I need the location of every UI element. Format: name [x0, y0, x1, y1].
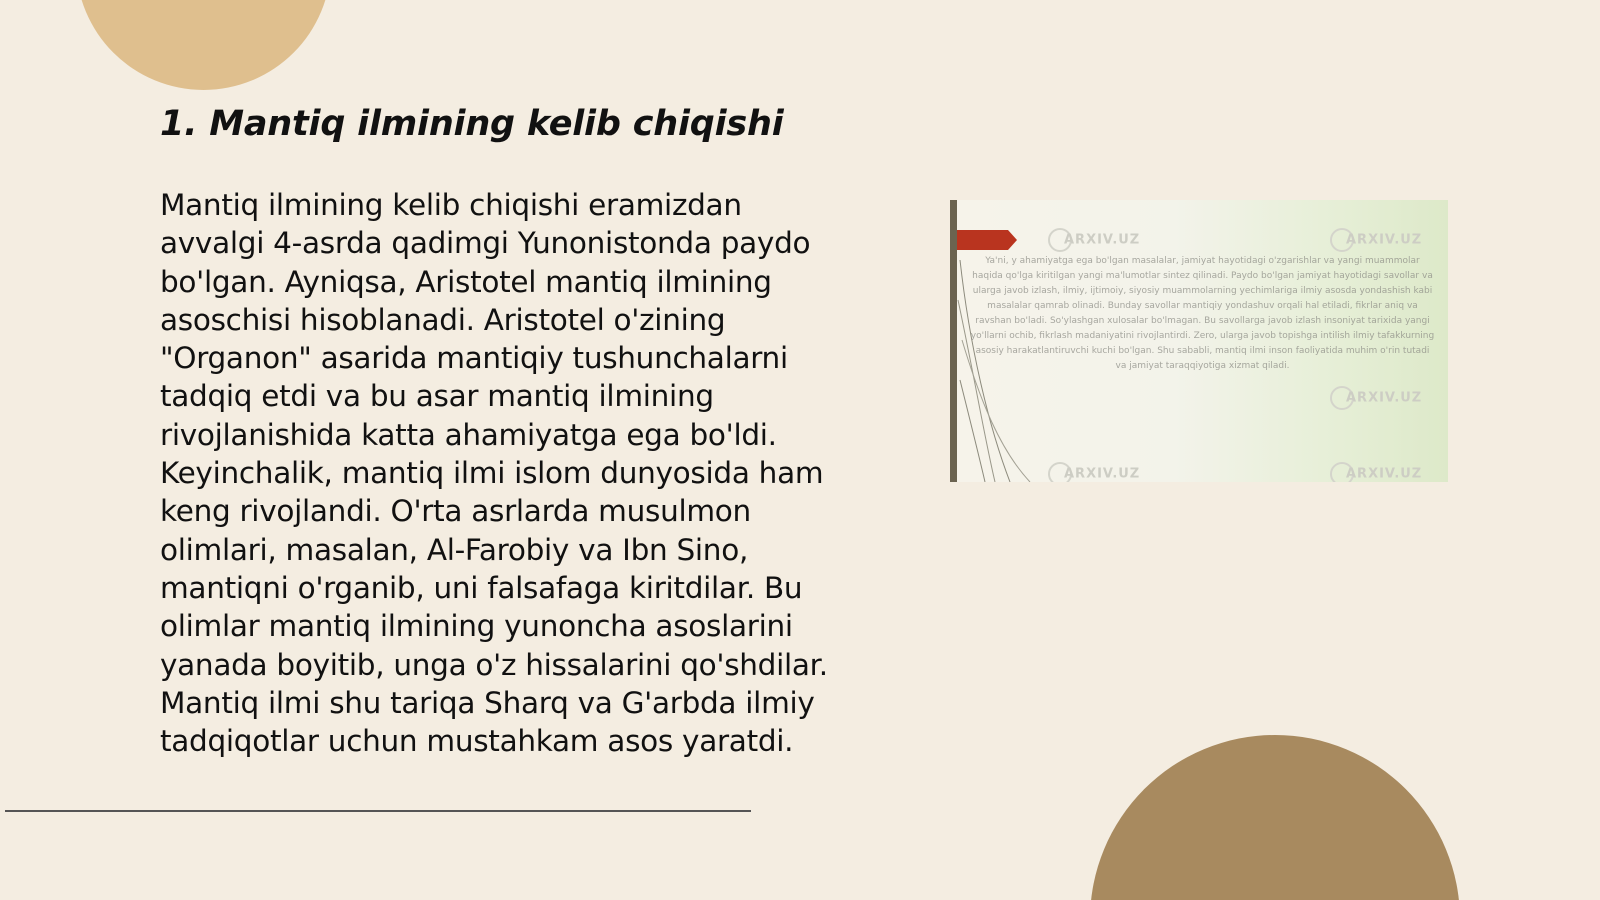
watermark-text: ARXIV.UZ: [1330, 386, 1422, 410]
image-caption-text: Ya'ni, y ahamiyatga ega bo'lgan masalalar, jamiyat hayotidagi o'zgarishlar va yangi muammolar haqida qo'lga kiritilgan yangi ma'lumotlar sintez qilinadi. Paydo bo'lgan jamiyat hayotidagi savollar va ularga javob izlash, ilmiy, ijtimoiy, siyosiy muammolarning yechimlariga ilmiy asosda yondashish kabi masalalar qamrab olinadi. Bunday savollar mantiqiy yondashuv orqali hal etiladi, fikrlar aniq va ravshan bo'ladi. So'ylashgan xulosalar bo'lmagan. Bu savollarga javob izlash insoniyat tarixida yangi yo'llarni ochib, fikrlash madaniyatini rivojlantirdi. Zero, ularga javob topishga intilish ilmiy tafakkurning asosiy harakatlantiruvchi kuchi bo'lgan. Shu sababli, mantiq ilmi inson faoliyatida muhim o'rin tutadi va jamiyat taraqqiyotiga xizmat qiladi.: [970, 256, 1435, 371]
watermark-text: ARXIV.UZ: [1330, 462, 1422, 482]
slide-body-text: Mantiq ilmining kelib chiqishi eramizdan avvalgi 4-asrda qadimgi Yunonistonda paydo bo'lgan. Ayniqsa, Aristotel mantiq ilmining asoschisi hisoblanadi. Aristotel o'zining "Organon" asarida mantiqiy tushunchalarni tadqiq etdi va bu asar mantiq ilmining rivojlanishida katta ahamiyatga ega bo'ldi. Keyinchalik, mantiq ilmi islom dunyosida ham keng rivojlandi. O'rta asrlarda musulmon olimlari, masalan, Al-Farobiy va Ibn Sino, mantiqni o'rganib, uni falsafaga kiritdilar. Bu olimlar mantiq ilmining yunoncha asoslarini yanada boyitib, unga o'z hissalarini qo'shdilar. Mantiq ilmi shu tariqa Sharq va G'arbda ilmiy tadqiqotlar uchun mustahkam asos yaratdi.: [160, 188, 828, 759]
decorative-circle-bottom: [1090, 735, 1460, 900]
decorative-circle-top: [76, 0, 331, 90]
embedded-slide-image: [950, 200, 1448, 482]
divider-line: [5, 810, 751, 812]
watermark-text: ARXIV.UZ: [1048, 462, 1140, 482]
slide-title: 1. Mantiq ilmining kelib chiqishi: [160, 104, 784, 144]
watermark-text: ARXIV.UZ: [1330, 228, 1422, 252]
watermark-text: ARXIV.UZ: [1048, 228, 1140, 252]
